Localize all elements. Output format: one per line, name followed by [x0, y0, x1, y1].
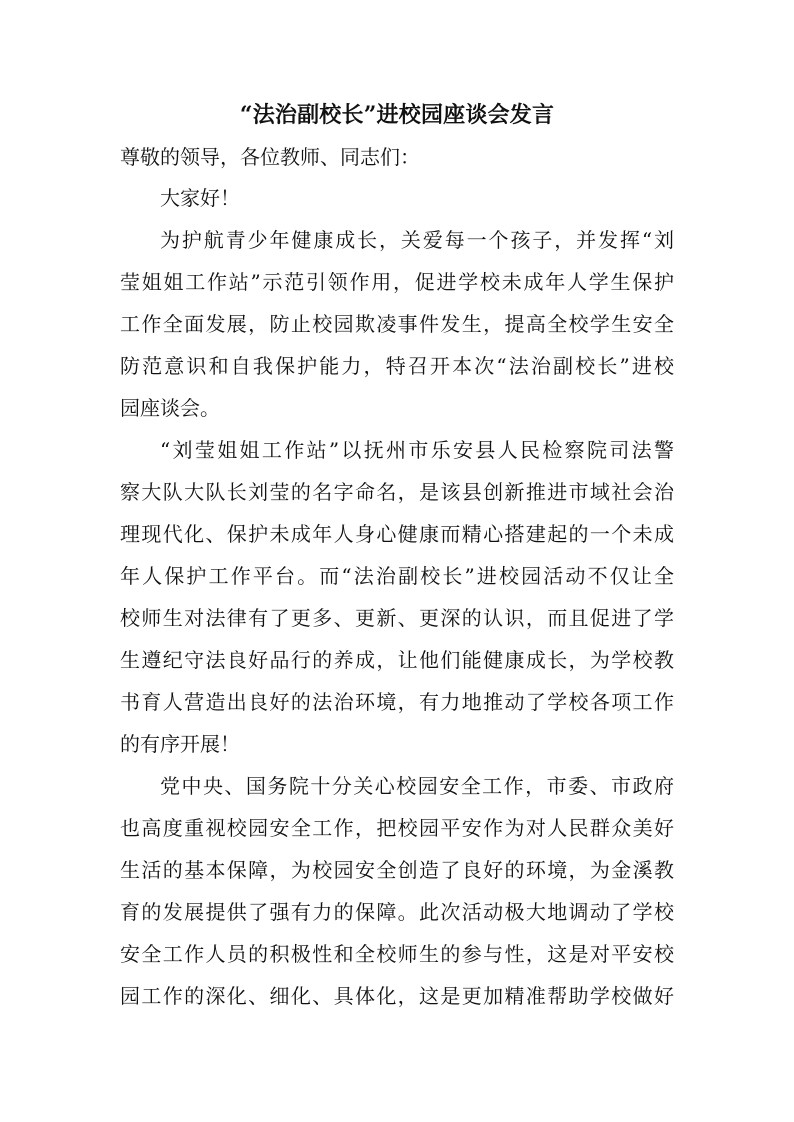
document-title: “法治副校长”进校园座谈会发言 [239, 102, 555, 128]
paragraph-2-line-6: 生遵纪守法良好品行的养成，让他们能健康成长，为学校教 [120, 648, 674, 672]
paragraph-1-line-4: 防范意识和自我保护能力，特召开本次“法治副校长”进校 [120, 354, 674, 378]
paragraph-2-line-5: 校师生对法律有了更多、更新、更深的认识，而且促进了学 [120, 606, 674, 630]
salutation: 尊敬的领导，各位教师、同志们： [120, 145, 420, 169]
paragraph-3-line-6: 园工作的深化、细化、具体化，这是更加精准帮助学校做好 [120, 984, 674, 1008]
greeting: 大家好！ [160, 186, 240, 210]
paragraph-3-line-2: 也高度重视校园安全工作，把校园平安作为对人民群众美好 [120, 816, 674, 840]
paragraph-2-line-2: 察大队大队长刘莹的名字命名，是该县创新推进市域社会治 [120, 480, 674, 504]
paragraph-2-line-7: 书育人营造出良好的法治环境，有力地推动了学校各项工作 [120, 690, 674, 714]
paragraph-1-line-5: 园座谈会。 [120, 396, 220, 420]
paragraph-2-line-3: 理现代化、保护未成年人身心健康而精心搭建起的一个未成 [120, 522, 674, 546]
paragraph-1-line-2: 莹姐姐工作站”示范引领作用，促进学校未成年人学生保护 [120, 270, 674, 294]
paragraph-3-line-4: 育的发展提供了强有力的保障。此次活动极大地调动了学校 [120, 900, 674, 924]
paragraph-3-line-5: 安全工作人员的积极性和全校师生的参与性，这是对平安校 [120, 942, 674, 966]
paragraph-2-line-4: 年人保护工作平台。而“法治副校长”进校园活动不仅让全 [120, 564, 674, 588]
paragraph-3-line-3: 生活的基本保障，为校园安全创造了良好的环境，为金溪教 [120, 858, 674, 882]
paragraph-3-line-1: 党中央、国务院十分关心校园安全工作，市委、市政府 [160, 774, 674, 798]
paragraph-2-line-1: “刘莹姐姐工作站”以抚州市乐安县人民检察院司法警 [160, 438, 674, 462]
paragraph-1-line-3: 工作全面发展，防止校园欺凌事件发生，提高全校学生安全 [120, 312, 674, 336]
paragraph-1-line-1: 为护航青少年健康成长，关爱每一个孩子，并发挥“刘 [160, 228, 674, 252]
paragraph-2-line-8: 的有序开展！ [120, 732, 240, 756]
